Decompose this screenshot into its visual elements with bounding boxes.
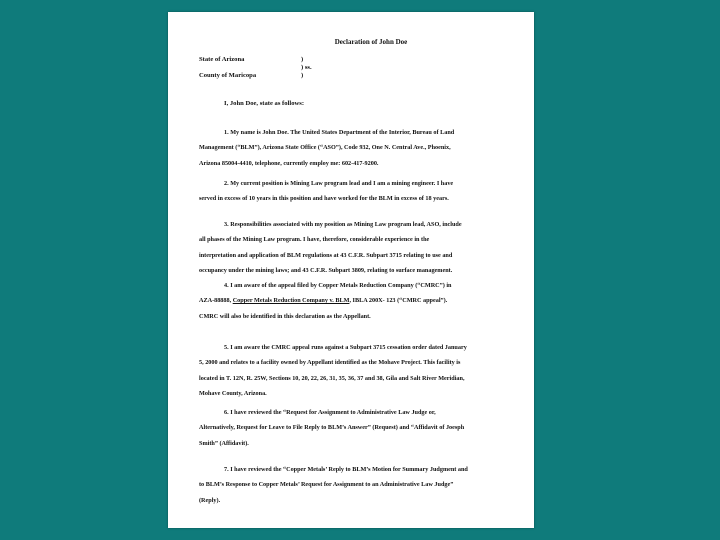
paragraph-line: (Reply).	[199, 496, 221, 504]
paragraph-line: Mohave County, Arizona.	[199, 390, 267, 398]
paragraph-line: 6. I have reviewed the “Request for Assignment to Administrative Law Judge or,	[224, 409, 436, 416]
case-name: Copper Metals Reduction Company v. BLM	[232, 297, 350, 305]
paragraph-line: 1. My name is John Doe. The United States Department of the Interior, Bureau of Land	[224, 129, 455, 136]
paragraph-line: Management (“BLM”), Arizona State Office (“ASO”), Code 932, One N. Central Ave., Phoenix,	[199, 144, 451, 152]
paragraph-5	[199, 340, 506, 402]
paragraph-line	[199, 293, 506, 308]
paragraph-6	[199, 405, 506, 451]
paragraph-4	[199, 278, 506, 324]
caption-county: County of Maricopa	[199, 72, 257, 79]
paragraph-3	[199, 217, 506, 279]
paragraph-line: 2. My current position is Mining Law program lead and I am a mining engineer. I have	[224, 180, 454, 187]
paragraph-line: Alternatively, Request for Leave to File Reply to BLM’s Answer” (Request) and “Affidavit of Joesph	[199, 424, 465, 432]
case-number: AZA-88888,	[199, 297, 233, 305]
paragraph-line: 4. I am aware of the appeal filed by Copper Metals Reduction Company (“CMRC”) in	[224, 282, 452, 289]
paragraph-line: located in T. 12N, R. 25W, Sections 10, 20, 22, 26, 31, 35, 36, 37 and 38, Gila and Salt River Meridian,	[199, 374, 465, 382]
intro-statement: I, John Doe, state as follows:	[224, 100, 305, 107]
paragraph-line: Arizona 85004-4410, telephone, currently employ me: 602-417-9200.	[199, 159, 379, 167]
caption-paren-3: )	[301, 72, 304, 79]
document-page	[168, 12, 534, 528]
paragraph-line: Smith” (Affidavit).	[199, 439, 249, 447]
paragraph-line: all phases of the Mining Law program. I have, therefore, considerable experience in the	[199, 236, 430, 244]
document-title: Declaration of John Doe	[334, 38, 408, 46]
paragraph-line: 3. Responsibilities associated with my position as Mining Law program lead, ASO, include	[224, 221, 462, 228]
paragraph-line: CMRC will also be identified in this declaration as the Appellant.	[199, 312, 371, 320]
paragraph-line: occupancy under the mining laws; and 43 C.F.R. Subpart 3809, relating to surface management.	[199, 267, 453, 275]
paragraph-line: 7. I have reviewed the “Copper Metals’ Reply to BLM’s Motion for Summary Judgment and	[224, 466, 468, 473]
paragraph-line: interpretation and application of BLM regulations at 43 C.F.R. Subpart 3715 relating to use and	[199, 251, 453, 259]
paragraph-7	[199, 462, 506, 508]
paragraph-line: to BLM’s Response to Copper Metals’ Request for Assignment to an Administrative Law Judge”	[199, 481, 454, 489]
paragraph-1	[199, 125, 506, 171]
paragraph-line: 5. I am aware the CMRC appeal runs against a Subpart 3715 cessation order dated January	[224, 344, 467, 351]
paragraph-line: served in excess of 10 years in this position and have worked for the BLM in excess of 18 years.	[199, 195, 449, 203]
caption-paren-2: ) ss.	[301, 64, 312, 71]
caption-paren-1: )	[301, 56, 304, 63]
caption-state: State of Arizona	[199, 56, 245, 63]
paragraph-line: 5, 2000 and relates to a facility owned by Appellant identified as the Mohave Project. This facility is	[199, 359, 461, 367]
case-reference: , IBLA 200X- 123 (“CMRC appeal”).	[349, 297, 448, 305]
paragraph-2	[199, 176, 506, 207]
